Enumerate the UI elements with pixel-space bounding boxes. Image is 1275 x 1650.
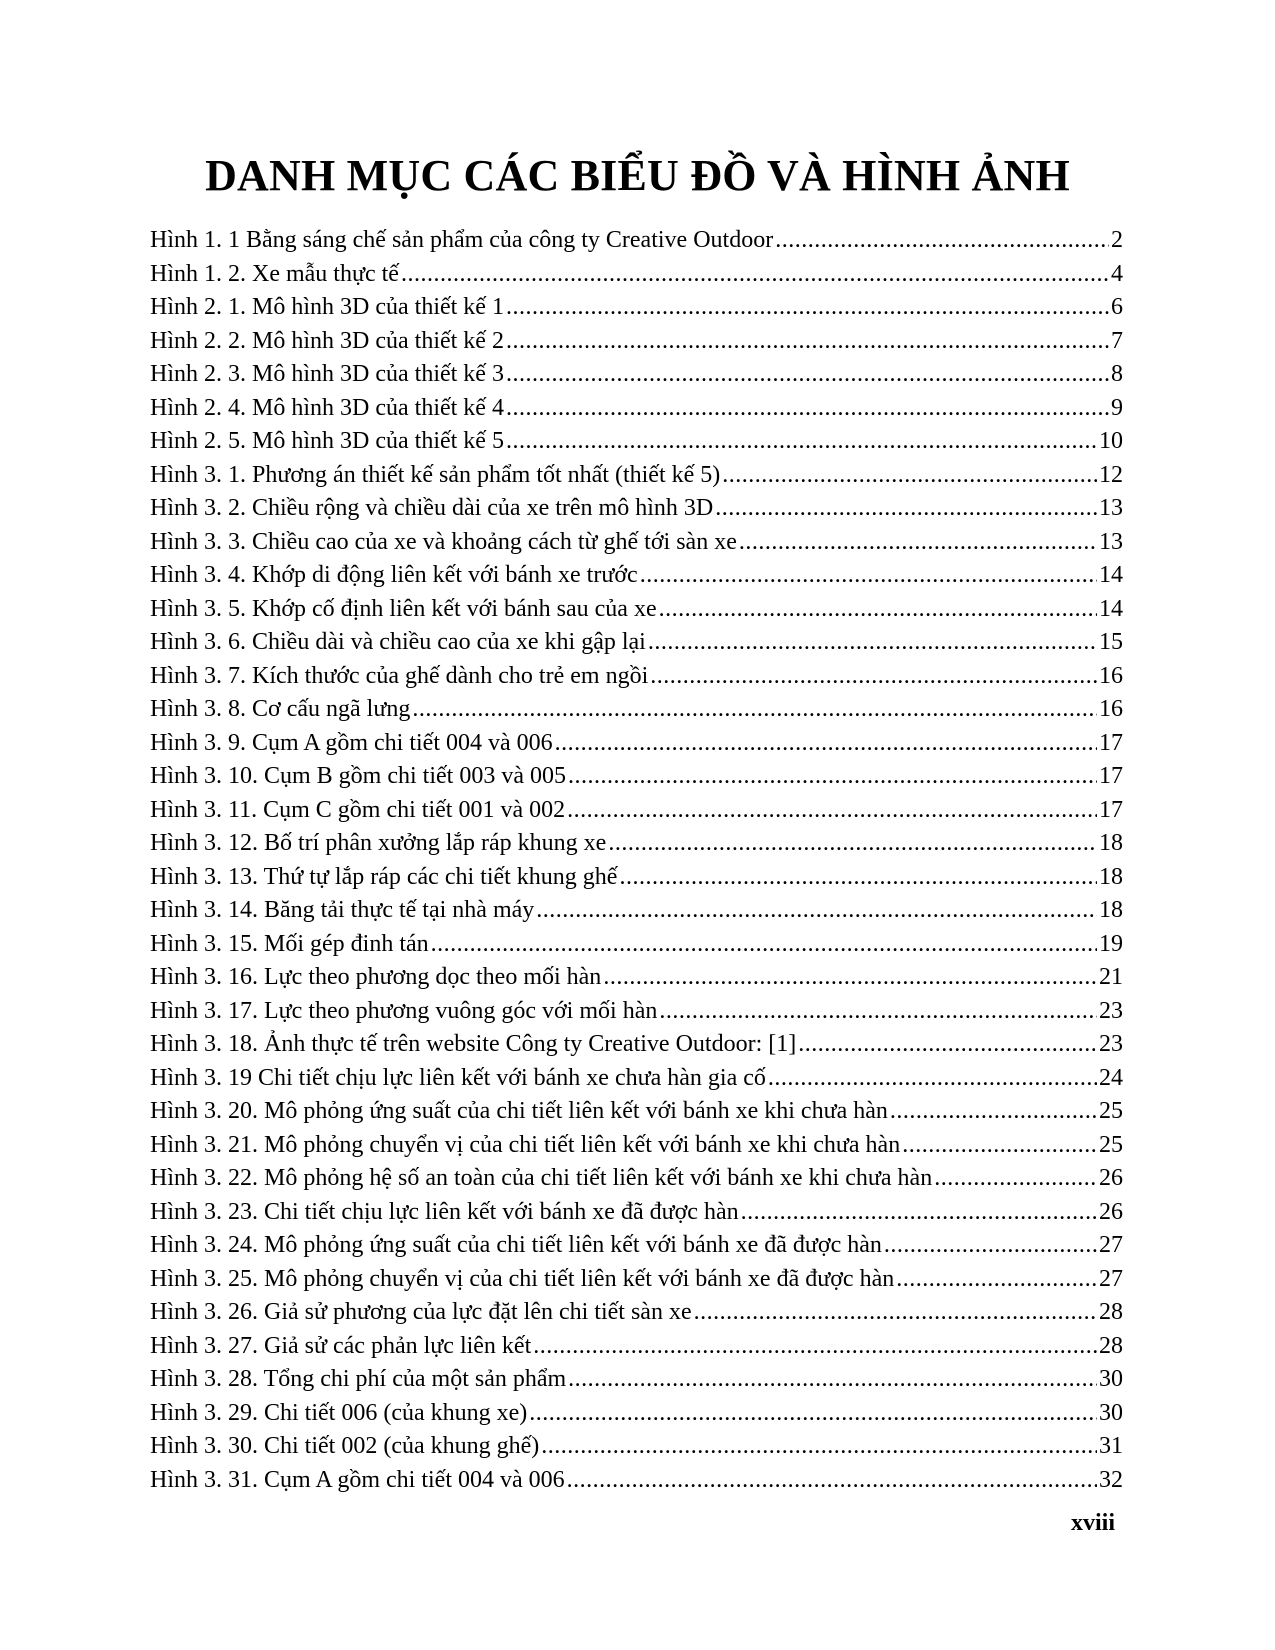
toc-entry-label: Hình 3. 24. Mô phỏng ứng suất của chi tiết liên kết với bánh xe đã được hàn bbox=[150, 1232, 882, 1258]
toc-entry-label: Hình 2. 2. Mô hình 3D của thiết kế 2 bbox=[150, 327, 504, 354]
toc-entry[interactable] bbox=[150, 1296, 1123, 1330]
toc-entry-label: Hình 1. 2. Xe mẫu thực tế bbox=[150, 260, 399, 287]
toc-entry-label: Hình 3. 8. Cơ cấu ngã lưng bbox=[150, 696, 411, 722]
dot-leader bbox=[902, 1129, 1097, 1163]
toc-entry-label: Hình 3. 10. Cụm B gồm chi tiết 003 và 005 bbox=[150, 763, 566, 789]
toc-entry-label: Hình 3. 30. Chi tiết 002 (của khung ghế) bbox=[150, 1433, 540, 1459]
dot-leader bbox=[896, 1263, 1097, 1297]
toc-entry-label: Hình 3. 27. Giả sử các phản lực liên kết bbox=[150, 1332, 532, 1359]
toc-entry[interactable] bbox=[150, 1229, 1123, 1263]
toc-entry-page: 23 bbox=[1099, 997, 1123, 1024]
toc-entry[interactable] bbox=[150, 1430, 1123, 1464]
toc-entry[interactable] bbox=[150, 1363, 1123, 1397]
toc-entry[interactable] bbox=[150, 492, 1123, 526]
toc-entry-page: 18 bbox=[1099, 863, 1123, 890]
toc-entry-page: 24 bbox=[1099, 1064, 1123, 1091]
toc-entry-page: 16 bbox=[1099, 696, 1123, 722]
toc-entry-page: 2 bbox=[1111, 227, 1123, 253]
toc-entry-page: 26 bbox=[1099, 1198, 1123, 1225]
toc-entry-page: 25 bbox=[1099, 1131, 1123, 1158]
dot-leader bbox=[648, 626, 1097, 660]
dot-leader bbox=[603, 961, 1097, 995]
dot-leader bbox=[567, 794, 1097, 828]
dot-leader bbox=[536, 894, 1097, 928]
toc-entry-label: Hình 3. 26. Giả sử phương của lực đặt lên chi tiết sàn xe bbox=[150, 1299, 692, 1325]
toc-entry-label: Hình 3. 7. Kích thước của ghế dành cho trẻ em ngồi bbox=[150, 662, 649, 689]
toc-entry[interactable] bbox=[150, 1464, 1123, 1498]
toc-entry-label: Hình 2. 3. Mô hình 3D của thiết kế 3 bbox=[150, 361, 504, 387]
toc-entry[interactable] bbox=[150, 660, 1123, 694]
toc-entry[interactable] bbox=[150, 1129, 1123, 1163]
toc-entry-label: Hình 3. 15. Mối gép đinh tán bbox=[150, 930, 429, 957]
dot-leader bbox=[506, 392, 1109, 426]
dot-leader bbox=[768, 1062, 1097, 1096]
toc-entry[interactable] bbox=[150, 961, 1123, 995]
toc-entry[interactable] bbox=[150, 794, 1123, 828]
dot-leader bbox=[533, 1330, 1097, 1364]
toc-entry[interactable] bbox=[150, 526, 1123, 560]
toc-entry-page: 30 bbox=[1099, 1399, 1123, 1426]
toc-entry[interactable] bbox=[150, 459, 1123, 493]
toc-entry-label: Hình 3. 9. Cụm A gồm chi tiết 004 và 006 bbox=[150, 729, 553, 756]
toc-entry-label: Hình 1. 1 Bằng sáng chế sản phẩm của công ty Creative Outdoor bbox=[150, 227, 774, 253]
toc-entry-label: Hình 3. 16. Lực theo phương dọc theo mối hàn bbox=[150, 964, 602, 990]
dot-leader bbox=[659, 995, 1097, 1029]
figure-list bbox=[150, 224, 1123, 1497]
page-title: DANH MỤC CÁC BIỂU ĐỒ VÀ HÌNH ẢNH bbox=[205, 151, 1070, 200]
dot-leader bbox=[798, 1028, 1097, 1062]
toc-entry[interactable] bbox=[150, 760, 1123, 794]
toc-entry-label: Hình 3. 4. Khớp di động liên kết với bánh xe trước bbox=[150, 562, 638, 588]
toc-entry-page: 17 bbox=[1099, 796, 1123, 823]
toc-entry-page: 19 bbox=[1099, 930, 1123, 957]
dot-leader bbox=[568, 1363, 1097, 1397]
dot-leader bbox=[934, 1162, 1097, 1196]
toc-entry-label: Hình 3. 28. Tổng chi phí của một sản phẩm bbox=[150, 1366, 567, 1392]
toc-entry-label: Hình 3. 11. Cụm C gồm chi tiết 001 và 002 bbox=[150, 796, 566, 823]
toc-entry-label: Hình 3. 22. Mô phỏng hệ số an toàn của chi tiết liên kết với bánh xe khi chưa hàn bbox=[150, 1165, 933, 1191]
toc-entry-page: 6 bbox=[1111, 294, 1123, 320]
toc-entry-label: Hình 3. 14. Băng tải thực tế tại nhà máy bbox=[150, 897, 535, 923]
dot-leader bbox=[567, 1464, 1097, 1498]
dot-leader bbox=[506, 358, 1109, 392]
dot-leader bbox=[568, 760, 1097, 794]
toc-entry-label: Hình 3. 5. Khớp cố định liên kết với bánh sau của xe bbox=[150, 595, 657, 622]
toc-entry-page: 14 bbox=[1099, 562, 1123, 588]
toc-entry[interactable] bbox=[150, 1196, 1123, 1230]
toc-entry[interactable] bbox=[150, 258, 1123, 292]
toc-entry-label: Hình 3. 2. Chiều rộng và chiều dài của xe trên mô hình 3D bbox=[150, 495, 714, 521]
dot-leader bbox=[890, 1095, 1097, 1129]
toc-entry[interactable] bbox=[150, 928, 1123, 962]
toc-entry-page: 25 bbox=[1099, 1098, 1123, 1124]
toc-entry-page: 28 bbox=[1099, 1299, 1123, 1325]
toc-entry-page: 16 bbox=[1099, 662, 1123, 689]
toc-entry-label: Hình 3. 18. Ảnh thực tế trên website Công ty Creative Outdoor: [1] bbox=[150, 1031, 797, 1057]
toc-entry-page: 13 bbox=[1099, 495, 1123, 521]
toc-entry-page: 28 bbox=[1099, 1332, 1123, 1359]
dot-leader bbox=[529, 1397, 1097, 1431]
dot-leader bbox=[640, 559, 1097, 593]
toc-entry-label: Hình 3. 17. Lực theo phương vuông góc với mối hàn bbox=[150, 997, 658, 1024]
toc-entry-page: 10 bbox=[1099, 428, 1123, 454]
toc-entry[interactable] bbox=[150, 358, 1123, 392]
toc-entry-page: 32 bbox=[1099, 1466, 1123, 1493]
dot-leader bbox=[775, 224, 1109, 258]
toc-entry[interactable] bbox=[150, 894, 1123, 928]
toc-entry[interactable] bbox=[150, 727, 1123, 761]
toc-entry-label: Hình 3. 1. Phương án thiết kế sản phẩm tốt nhất (thiết kế 5) bbox=[150, 461, 721, 488]
toc-entry-page: 18 bbox=[1099, 830, 1123, 856]
dot-leader bbox=[739, 526, 1097, 560]
dot-leader bbox=[722, 459, 1097, 493]
dot-leader bbox=[694, 1296, 1097, 1330]
toc-entry-label: Hình 3. 3. Chiều cao của xe và khoảng cách từ ghế tới sàn xe bbox=[150, 528, 737, 555]
toc-entry-page: 21 bbox=[1099, 964, 1123, 990]
toc-entry[interactable] bbox=[150, 827, 1123, 861]
toc-entry[interactable] bbox=[150, 559, 1123, 593]
dot-leader bbox=[506, 291, 1109, 325]
toc-entry[interactable] bbox=[150, 291, 1123, 325]
toc-entry[interactable] bbox=[150, 1263, 1123, 1297]
toc-entry-label: Hình 2. 5. Mô hình 3D của thiết kế 5 bbox=[150, 428, 504, 454]
toc-entry-page: 4 bbox=[1111, 260, 1123, 287]
dot-leader bbox=[619, 861, 1097, 895]
dot-leader bbox=[401, 258, 1109, 292]
dot-leader bbox=[650, 660, 1097, 694]
toc-entry-label: Hình 3. 12. Bố trí phân xưởng lắp ráp khung xe bbox=[150, 830, 607, 856]
dot-leader bbox=[715, 492, 1097, 526]
toc-entry[interactable] bbox=[150, 693, 1123, 727]
toc-entry[interactable] bbox=[150, 1095, 1123, 1129]
toc-entry-label: Hình 2. 1. Mô hình 3D của thiết kế 1 bbox=[150, 294, 504, 320]
toc-entry[interactable] bbox=[150, 1162, 1123, 1196]
dot-leader bbox=[555, 727, 1097, 761]
toc-entry-label: Hình 3. 31. Cụm A gồm chi tiết 004 và 006 bbox=[150, 1466, 565, 1493]
toc-entry-label: Hình 3. 29. Chi tiết 006 (của khung xe) bbox=[150, 1399, 528, 1426]
toc-entry-page: 17 bbox=[1099, 763, 1123, 789]
toc-entry-page: 18 bbox=[1099, 897, 1123, 923]
toc-entry[interactable] bbox=[150, 1330, 1123, 1364]
toc-entry[interactable] bbox=[150, 861, 1123, 895]
toc-entry-page: 31 bbox=[1099, 1433, 1123, 1459]
toc-entry-page: 13 bbox=[1099, 528, 1123, 555]
dot-leader bbox=[506, 325, 1109, 359]
toc-entry-label: Hình 3. 6. Chiều dài và chiều cao của xe khi gập lại bbox=[150, 629, 646, 655]
toc-entry[interactable] bbox=[150, 325, 1123, 359]
toc-entry-page: 8 bbox=[1111, 361, 1123, 387]
toc-entry-label: Hình 3. 20. Mô phỏng ứng suất của chi tiết liên kết với bánh xe khi chưa hàn bbox=[150, 1098, 888, 1124]
toc-entry-page: 12 bbox=[1099, 461, 1123, 488]
dot-leader bbox=[431, 928, 1097, 962]
toc-entry[interactable] bbox=[150, 392, 1123, 426]
toc-entry-page: 23 bbox=[1099, 1031, 1123, 1057]
toc-entry-label: Hình 2. 4. Mô hình 3D của thiết kế 4 bbox=[150, 394, 504, 421]
toc-entry-page: 17 bbox=[1099, 729, 1123, 756]
toc-entry[interactable] bbox=[150, 1028, 1123, 1062]
dot-leader bbox=[541, 1430, 1097, 1464]
toc-entry-label: Hình 3. 21. Mô phỏng chuyển vị của chi tiết liên kết với bánh xe khi chưa hàn bbox=[150, 1131, 901, 1158]
toc-entry[interactable] bbox=[150, 626, 1123, 660]
page-number: xviii bbox=[1070, 1510, 1115, 1536]
toc-entry-page: 7 bbox=[1111, 327, 1123, 354]
toc-entry-label: Hình 3. 13. Thứ tự lắp ráp các chi tiết khung ghế bbox=[150, 863, 618, 890]
toc-entry[interactable] bbox=[150, 224, 1123, 258]
dot-leader bbox=[506, 425, 1097, 459]
toc-entry-label: Hình 3. 23. Chi tiết chịu lực liên kết với bánh xe đã được hàn bbox=[150, 1198, 739, 1225]
toc-entry-page: 30 bbox=[1099, 1366, 1123, 1392]
toc-entry-page: 27 bbox=[1099, 1232, 1123, 1258]
toc-entry-page: 9 bbox=[1111, 394, 1123, 421]
toc-entry-label: Hình 3. 19 Chi tiết chịu lực liên kết với bánh xe chưa hàn gia cố bbox=[150, 1064, 766, 1091]
toc-entry[interactable] bbox=[150, 425, 1123, 459]
toc-entry-label: Hình 3. 25. Mô phỏng chuyển vị của chi tiết liên kết với bánh xe đã được hàn bbox=[150, 1265, 895, 1292]
dot-leader bbox=[659, 593, 1097, 627]
toc-entry[interactable] bbox=[150, 1062, 1123, 1096]
toc-entry[interactable] bbox=[150, 1397, 1123, 1431]
dot-leader bbox=[884, 1229, 1097, 1263]
toc-entry-page: 27 bbox=[1099, 1265, 1123, 1292]
dot-leader bbox=[412, 693, 1097, 727]
dot-leader bbox=[608, 827, 1097, 861]
toc-entry[interactable] bbox=[150, 593, 1123, 627]
toc-entry-page: 26 bbox=[1099, 1165, 1123, 1191]
toc-entry[interactable] bbox=[150, 995, 1123, 1029]
dot-leader bbox=[741, 1196, 1097, 1230]
toc-entry-page: 14 bbox=[1099, 595, 1123, 622]
toc-entry-page: 15 bbox=[1099, 629, 1123, 655]
